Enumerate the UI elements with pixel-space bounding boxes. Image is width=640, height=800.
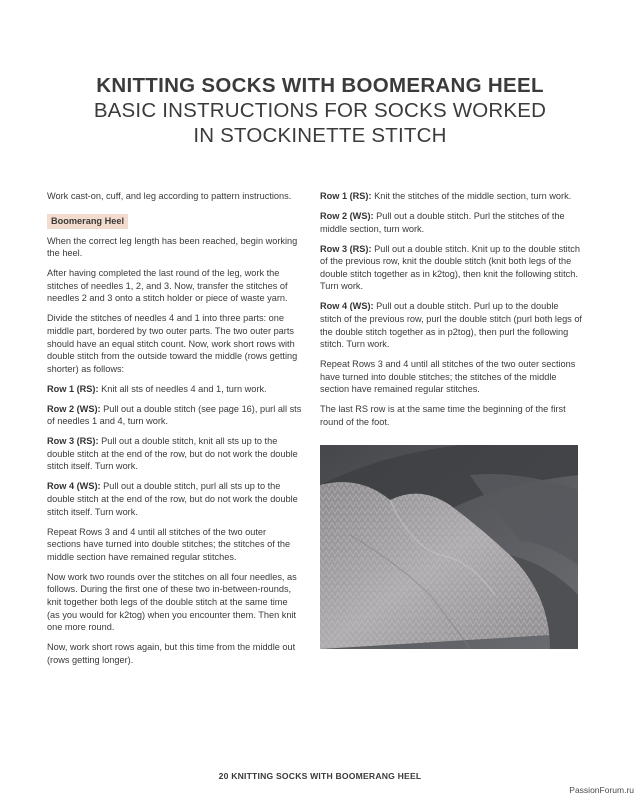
row-label: Row 1 (RS):	[320, 191, 372, 201]
heel-paragraph-6: Now, work short rows again, but this time from the middle out (rows getting longer).	[47, 642, 296, 665]
repeat-paragraph: Repeat Rows 3 and 4 until all stitches of the two outer sections have turned into double stitches; the stitches of the middle section have remained regular stitches.	[320, 359, 576, 395]
row-text: Pull out a double stitch, purl all sts up to the double stitch at the end of the row, but do not work the double stitch itself. Turn work.	[47, 481, 298, 517]
page-footer: 20 KNITTING SOCKS WITH BOOMERANG HEEL	[218, 771, 422, 781]
row-label: Row 4 (WS):	[47, 481, 101, 492]
left-column	[47, 190, 302, 674]
row-instruction	[47, 480, 302, 518]
heel-paragraph-3: Divide the stitches of needles 4 and 1 into three parts: one middle part, bordered by two outer parts. The two outer parts should have an equal stitch count. Now, work short rows with double stitch from the outside toward the middle (rows getting shorter) as follows:	[47, 313, 298, 374]
title-block	[0, 74, 640, 148]
row-label: Row 1 (RS):	[47, 383, 99, 394]
row-instruction	[47, 403, 302, 428]
row-label: Row 2 (WS):	[47, 403, 101, 414]
section-label-boomerang-heel: Boomerang Heel	[47, 214, 128, 229]
row-instruction	[47, 435, 302, 473]
row-text: Knit all sts of needles 4 and 1, turn work.	[101, 383, 267, 394]
row-text: Pull out a double stitch. Purl the stitches of the middle section, turn work.	[320, 210, 565, 234]
intro-paragraph: Work cast-on, cuff, and leg according to pattern instructions.	[47, 191, 292, 201]
sock-heel-illustration	[320, 445, 578, 649]
row-label: Row 3 (RS):	[47, 436, 99, 447]
heel-paragraph-5: Now work two rounds over the stitches on all four needles, as follows. During the first one of these two in-between-rounds, knit together both legs of the double stitch at the same time (as you would for k2tog) when you encounter them. Then knit one more round.	[47, 571, 297, 633]
heel-paragraph-4: Repeat Rows 3 and 4 until all stitches of the two outer sections have turned into double stitches; the stitches of the middle section have remained regular stitches.	[47, 526, 291, 562]
row-text: Knit the stitches of the middle section, turn work.	[374, 191, 572, 201]
right-column	[320, 190, 582, 436]
row-text: Pull out a double stitch, knit all sts up to the double stitch at the end of the row, but do not work the double stitch itself. Turn work.	[47, 436, 298, 472]
row-label: Row 2 (WS):	[320, 210, 374, 221]
row-instruction	[320, 190, 582, 203]
page-title: KNITTING SOCKS WITH BOOMERANG HEEL	[96, 74, 544, 97]
row-label: Row 4 (WS):	[320, 301, 374, 312]
row-instruction	[320, 243, 582, 293]
row-instruction	[320, 300, 582, 350]
watermark: PassionForum.ru	[569, 785, 634, 795]
row-text: Pull out a double stitch. Purl up to the double stitch of the previous row, purl the double stitch (purl both legs of the double stitch together as in p2tog), then purl the following stitch. Turn work.	[320, 301, 582, 350]
row-instruction	[320, 210, 582, 235]
row-instruction	[47, 383, 302, 396]
row-label: Row 3 (RS):	[320, 243, 372, 254]
heel-paragraph-1: When the correct leg length has been reached, begin working the heel.	[47, 235, 298, 259]
heel-paragraph-2: After having completed the last round of the leg, work the stitches of needles 1, 2, and 3. Now, transfer the stitches of needles 2 and 3 onto a stitch holder or piece of waste yarn.	[47, 268, 288, 304]
row-text: Pull out a double stitch. Knit up to the double stitch of the previous row, knit the double stitch (knit both legs of the double stitch together as in k2tog), then knit the following stitch. Turn work.	[320, 243, 580, 292]
row-text: Pull out a double stitch (see page 16), purl all sts of needles 1 and 4, turn work.	[47, 403, 302, 427]
last-row-paragraph: The last RS row is at the same time the beginning of the first round of the foot.	[320, 404, 566, 427]
page-subtitle-line-1: BASIC INSTRUCTIONS FOR SOCKS WORKED	[93, 99, 547, 122]
page-subtitle-line-2: IN STOCKINETTE STITCH	[193, 124, 447, 147]
sock-heel-photo	[320, 445, 578, 649]
